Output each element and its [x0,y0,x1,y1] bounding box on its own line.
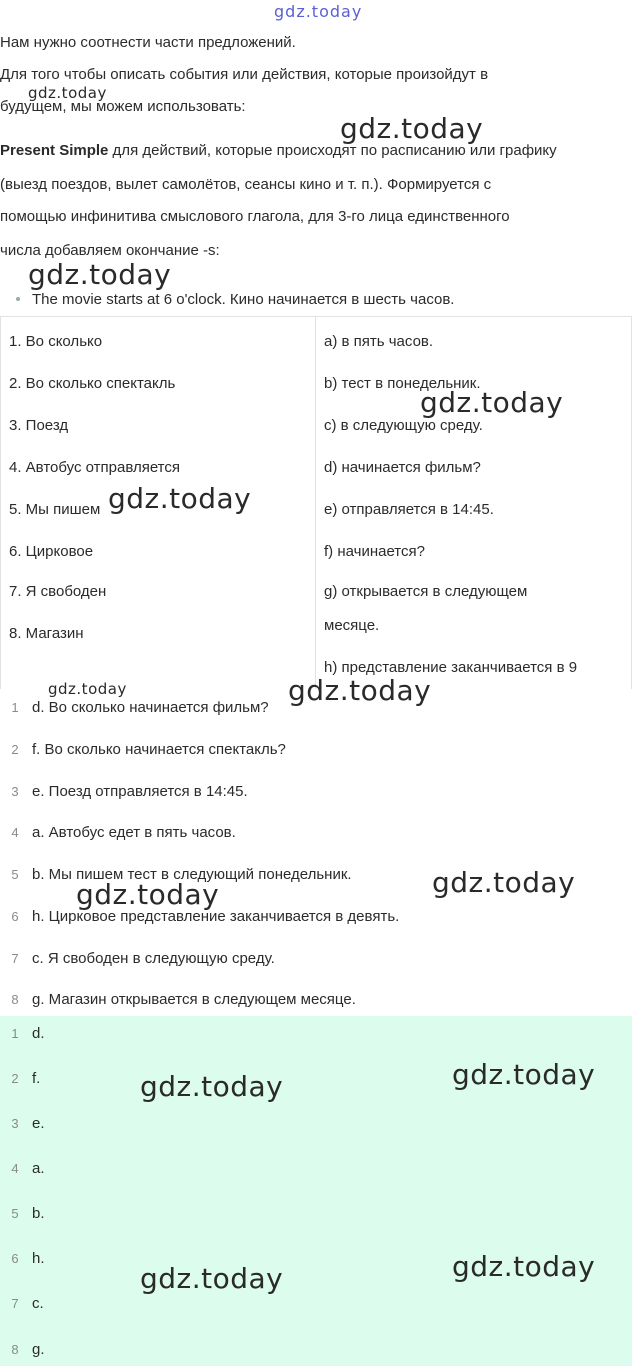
watermark: gdz.today [432,866,576,899]
answer-text: a. [32,1160,45,1177]
list-item [0,692,269,724]
table-cell: b) тест в понедельник. [324,375,481,392]
table-cell: 1. Во сколько [9,333,103,350]
table-cell: 2. Во сколько спектакль [9,375,176,392]
watermark: gdz.today [108,482,252,515]
example-text: The movie starts at 6 o'clock. Кино начинается в шесть часов. [32,291,455,308]
line-number: 4 [11,1161,19,1176]
answer-text: c. Я свободен в следующую среду. [32,950,275,967]
rule-line-4: числа добавляем окончание -s: [0,242,220,259]
watermark: gdz.today [452,1250,596,1283]
line-number: 1 [11,700,19,715]
answer-text: d. [32,1025,45,1042]
list-item [0,943,275,975]
list-item [0,1018,45,1050]
watermark: gdz.today [140,1070,284,1103]
table-cell: e) отправляется в 14:45. [324,501,494,518]
table-cell: f) начинается? [324,543,425,560]
watermark: gdz.today [340,112,484,145]
line-number: 8 [11,992,19,1007]
list-item [0,1063,40,1095]
answer-text: b. [32,1205,45,1222]
answer-text: f. [32,1070,41,1087]
answer-text: e. [32,1115,45,1132]
line-number: 3 [11,1116,19,1131]
line-number: 3 [11,784,19,799]
watermark: gdz.today [76,878,220,911]
line-number: 8 [11,1342,19,1357]
answer-text: e. Поезд отправляется в 14:45. [32,783,248,800]
watermark: gdz.today [288,674,432,707]
answer-text: b. Мы пишем тест в следующий понедельник. [32,866,352,883]
matching-table [0,316,632,689]
answer-text: h. Цирковое представление заканчивается в девять. [32,908,400,925]
table-cell: 6. Цирковое [9,543,94,560]
list-item [0,817,236,849]
watermark: gdz.today [28,84,107,102]
rule-line-3: помощью инфинитива смыслового глагола, для 3-го лица единственного [0,208,510,225]
list-item [0,1243,45,1275]
answer-text: f. Во сколько начинается спектакль? [32,741,286,758]
line-number: 2 [11,1071,19,1086]
line-number: 7 [11,951,19,966]
list-item [0,1108,45,1140]
answer-text: g. [32,1341,45,1358]
table-cell: a) в пять часов. [324,333,434,350]
answer-text: d. Во сколько начинается фильм? [32,699,269,716]
watermark: gdz.today [48,680,127,698]
list-item [0,1198,45,1230]
line-number: 4 [11,825,19,840]
line-number: 6 [11,1251,19,1266]
answer-text: h. [32,1250,45,1267]
answer-text: c. [32,1295,44,1312]
watermark: gdz.today [140,1262,284,1295]
watermark: gdz.today [420,386,564,419]
list-item [0,1334,45,1366]
list-item [0,984,356,1016]
table-cell: 4. Автобус отправляется [9,459,180,476]
intro-text: Нам нужно соотнести части предложений. [0,34,296,51]
table-cell: 5. Мы пишем [9,501,101,518]
list-item [0,734,286,766]
paragraph-line-2: будущем, мы можем использовать: [0,98,246,115]
line-number: 6 [11,909,19,924]
bullet-dot [16,297,20,301]
table-right-column [316,317,631,689]
list-item [0,1288,44,1320]
answer-text: a. Автобус едет в пять часов. [32,824,236,841]
line-number: 2 [11,742,19,757]
line-number: 5 [11,867,19,882]
table-cell: 8. Магазин [9,625,84,642]
answer-text: g. Магазин открывается в следующем месяце. [32,991,356,1008]
line-number: 7 [11,1296,19,1311]
table-cell: g) открывается в следующем [324,583,528,600]
rule-term: Present Simple [0,142,109,159]
list-item [0,1153,45,1185]
watermark-top: gdz.today [274,2,363,21]
paragraph-line-1: Для того чтобы описать события или действия, которые произойдут в [0,66,489,83]
rule-line-2: (выезд поездов, вылет самолётов, сеансы кино и т. п.). Формируется с [0,176,492,193]
table-cell: 3. Поезд [9,417,69,434]
table-cell: месяце. [324,617,380,634]
watermark: gdz.today [452,1058,596,1091]
line-number: 5 [11,1206,19,1221]
table-cell: h) представление заканчивается в 9 [324,659,578,676]
table-cell: d) начинается фильм? [324,459,481,476]
table-cell: c) в следующую среду. [324,417,483,434]
line-number: 1 [11,1026,19,1041]
watermark: gdz.today [28,258,172,291]
rule-line-1 [0,134,632,168]
list-item [0,776,248,808]
table-cell: 7. Я свободен [9,583,107,600]
rule-text-1: для действий, которые происходят по расписанию или графику [108,142,557,159]
